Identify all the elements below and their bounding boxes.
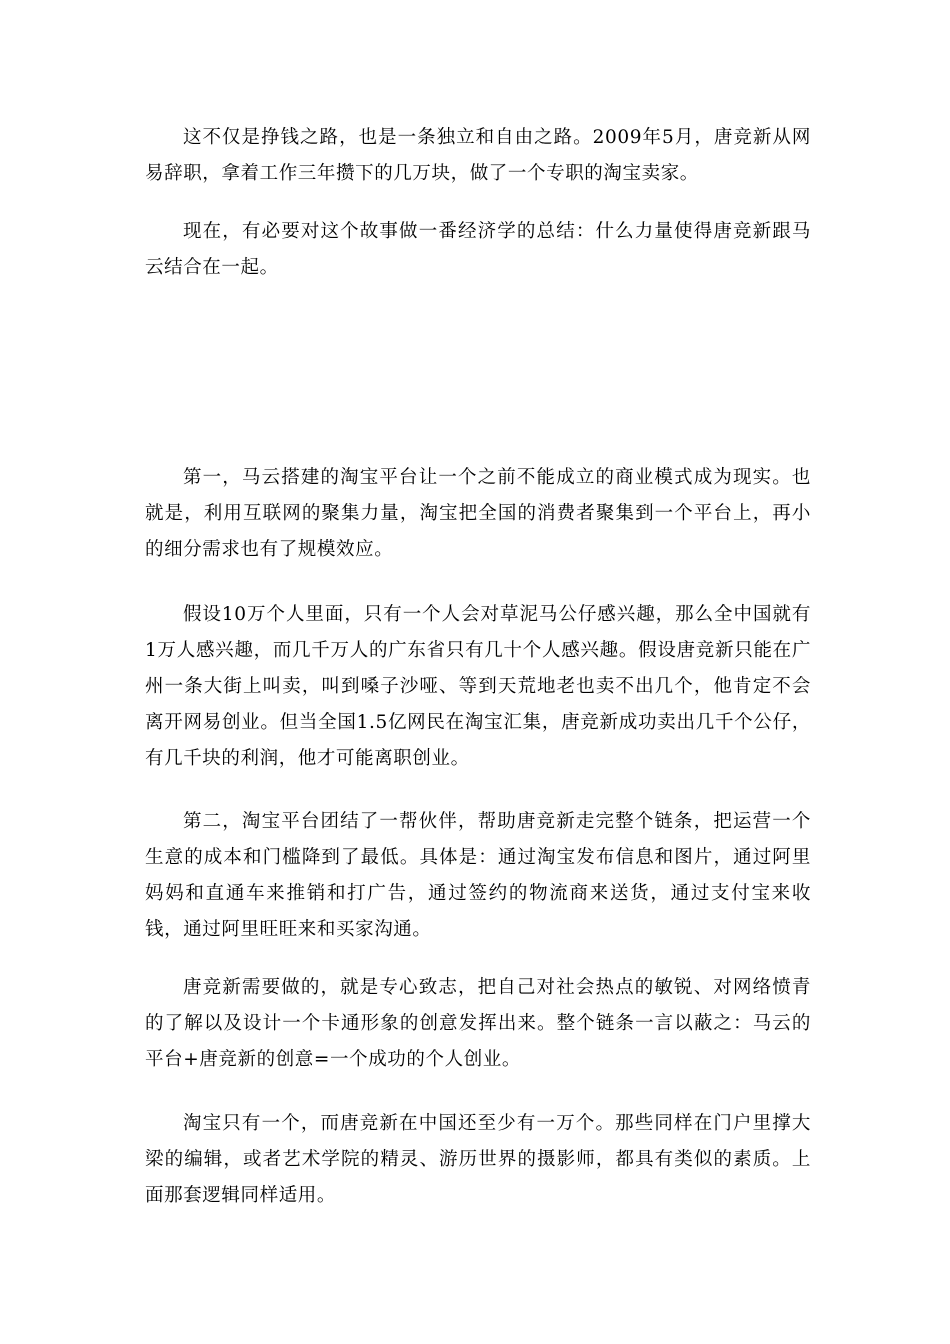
paragraph-7: 淘宝只有一个，而唐竞新在中国还至少有一万个。那些同样在门户里撑大梁的编辑，或者艺术学院的精灵、游历世界的摄影师，都具有类似的素质。上面那套逻辑同样适用。 bbox=[145, 1113, 811, 1206]
paragraph-1: 这不仅是挣钱之路，也是一条独立和自由之路。2009年5月，唐竞新从网易辞职，拿着工作三年攒下的几万块，做了一个专职的淘宝卖家。 bbox=[145, 127, 811, 184]
paragraph-4: 假设10万个人里面，只有一个人会对草泥马公仔感兴趣，那么全中国就有1万人感兴趣，而几千万人的广东省只有几十个人感兴趣。假设唐竞新只能在广州一条大街上叫卖，叫到嗓子沙哑、等到天荒地老也卖不出几个，他肯定不会离开网易创业。但当全国1.5亿网民在淘宝汇集，唐竞新成功卖出几千个公仔，有几千块的利润，他才可能离职创业。 bbox=[145, 604, 811, 769]
paragraph-5: 第二，淘宝平台团结了一帮伙伴，帮助唐竞新走完整个链条，把运营一个生意的成本和门槛降到了最低。具体是：通过淘宝发布信息和图片，通过阿里妈妈和直通车来推销和打广告，通过签约的物流商来送货，通过支付宝来收钱，通过阿里旺旺来和买家沟通。 bbox=[145, 811, 811, 940]
paragraph-3: 第一，马云搭建的淘宝平台让一个之前不能成立的商业模式成为现实。也就是，利用互联网的聚集力量，淘宝把全国的消费者聚集到一个平台上，再小的细分需求也有了规模效应。 bbox=[145, 467, 811, 560]
paragraph-2: 现在，有必要对这个故事做一番经济学的总结：什么力量使得唐竞新跟马云结合在一起。 bbox=[145, 221, 811, 278]
paragraph-6: 唐竞新需要做的，就是专心致志，把自己对社会热点的敏锐、对网络愤青的了解以及设计一个卡通形象的创意发挥出来。整个链条一言以蔽之：马云的平台+唐竞新的创意=一个成功的个人创业。 bbox=[145, 977, 811, 1070]
